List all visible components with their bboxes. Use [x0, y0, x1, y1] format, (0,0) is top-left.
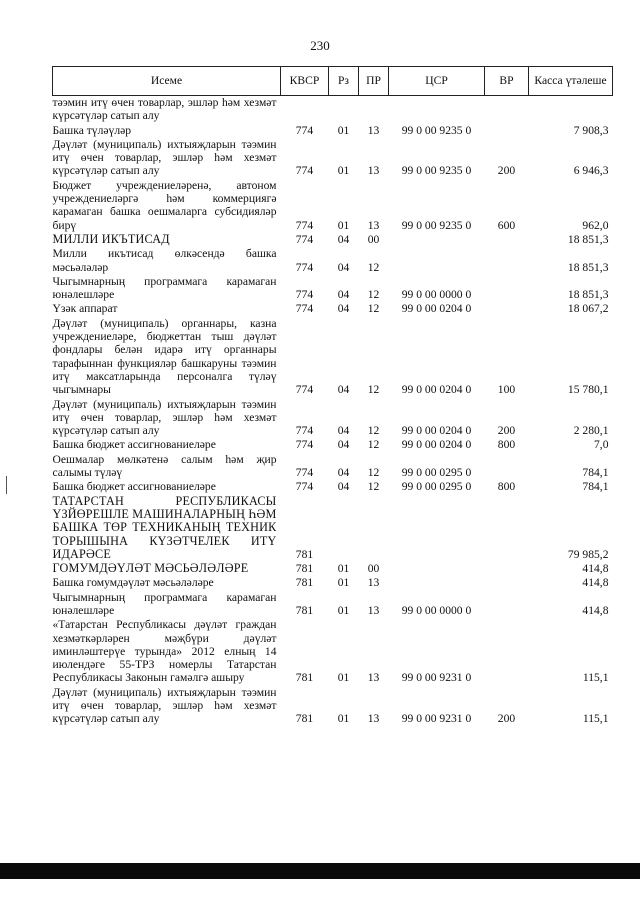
cell-amount: 414,8	[582, 576, 609, 590]
cell-vr	[485, 617, 529, 684]
cell-pr: 00	[367, 232, 380, 246]
cell-pr: 12	[367, 260, 380, 274]
table-row	[53, 397, 613, 438]
cell-vr	[485, 246, 529, 274]
cell-amount: 7,0	[594, 438, 609, 452]
table-row	[53, 123, 613, 137]
header-csr: ЦСР	[389, 67, 485, 96]
cell-kvsr: 781	[295, 562, 314, 576]
cell-pr: 12	[367, 480, 380, 494]
cell-amount: 962,0	[582, 218, 609, 232]
cell-kvsr: 781	[295, 547, 314, 561]
cell-name: Башка бюджет ассигнованиеләре	[52, 438, 216, 452]
cell-rz	[329, 494, 359, 561]
table-row	[53, 575, 613, 589]
cell-vr	[485, 452, 529, 480]
cell-amount: 18 851,3	[567, 260, 609, 274]
cell-csr: 99 0 00 0204 0	[401, 302, 472, 316]
cell-pr: 12	[367, 424, 380, 438]
cell-kvsr: 774	[295, 232, 314, 246]
header-vr: ВР	[485, 67, 529, 96]
cell-amount: 6 946,3	[573, 164, 609, 178]
cell-amount: 79 985,2	[567, 547, 609, 561]
header-rz: Рз	[329, 67, 359, 96]
cell-pr: 12	[367, 466, 380, 480]
cell-name: Башка бюджет ассигнованиеләре	[52, 480, 216, 494]
cell-name: Чыгымнарның программага карамаган юнәлешләре	[52, 274, 277, 302]
cell-vr	[485, 590, 529, 618]
cell-amount: 414,8	[582, 562, 609, 576]
cell-amount: 115,1	[582, 671, 609, 685]
cell-vr	[485, 561, 529, 575]
table-row	[53, 301, 613, 315]
cell-vr	[485, 301, 529, 315]
header-name: Исеме	[53, 67, 281, 96]
cell-name: ТАТАРСТАН РЕСПУБЛИКАСЫ ҮЗЙӨРЕШЛЕ МАШИНАЛАРНЫҢ ҺӘМ БАШКА ТӨР ТЕХНИКАНЫҢ ТЕХНИК ТОРЫШЫНА КҮЗӘТЧЕЛЕК ИТҮ ИДАРӘСЕ	[52, 493, 277, 561]
cell-rz: 01	[337, 712, 350, 726]
cell-vr: 600	[497, 218, 516, 232]
cell-amount: 414,8	[582, 603, 609, 617]
cell-pr: 12	[367, 383, 380, 397]
cell-vr: 200	[497, 424, 516, 438]
cell-amount: 18 851,3	[567, 288, 609, 302]
cell-kvsr: 774	[295, 218, 314, 232]
table-row	[53, 437, 613, 451]
cell-csr	[389, 232, 485, 246]
cell-vr: 200	[497, 712, 516, 726]
cell-csr	[389, 561, 485, 575]
table-row	[53, 494, 613, 561]
cell-csr: 99 0 00 0295 0	[401, 480, 472, 494]
cell-vr	[485, 123, 529, 137]
cell-pr	[359, 96, 389, 123]
cell-vr	[485, 575, 529, 589]
table-row	[53, 685, 613, 726]
cell-amount: 18 851,3	[567, 232, 609, 246]
table-row	[53, 617, 613, 684]
cell-rz: 04	[337, 260, 350, 274]
cell-csr	[389, 575, 485, 589]
cell-kvsr: 781	[295, 603, 314, 617]
cell-amount: 784,1	[582, 466, 609, 480]
budget-table	[52, 66, 613, 726]
cell-name: Милли икътисад өлкәсендә башка мәсьәләләр	[52, 247, 277, 274]
cell-vr	[485, 274, 529, 302]
header-kvsr: КВСР	[281, 67, 329, 96]
header-pr: ПР	[359, 67, 389, 96]
cell-name: «Татарстан Республикасы дәүләт граждан хезмәткәрләрен мәҗбүри дәүләт иминләштерүе турында» 2012 елның 14 июлендәге 55-ТРЗ номерлы Татарстан Республикасы Законын гамәлгә ашыру	[52, 618, 277, 685]
cell-csr: 99 0 00 0204 0	[401, 383, 472, 397]
cell-name: Дәүләт (муниципаль) ихтыяҗларын тәэмин итү өчен товарлар, эшләр һәм хезмәт күрсәтүләр сатып алу	[52, 137, 277, 178]
cell-amount: 18 067,2	[567, 302, 609, 316]
cell-name: Башка түләүләр	[52, 123, 132, 137]
cell-pr: 13	[367, 576, 380, 590]
cell-csr: 99 0 00 0204 0	[401, 438, 472, 452]
cell-csr: 99 0 00 9231 0	[401, 671, 472, 685]
cell-csr: 99 0 00 9231 0	[401, 712, 472, 726]
table-row	[53, 137, 613, 178]
cell-rz: 04	[337, 466, 350, 480]
cell-rz: 01	[337, 576, 350, 590]
table-row	[53, 561, 613, 575]
cell-name: МИЛЛИ ИКЪТИСАД	[52, 231, 170, 246]
cell-vr: 200	[497, 164, 516, 178]
cell-amount	[529, 96, 613, 123]
cell-amount: 15 780,1	[567, 383, 609, 397]
cell-rz: 01	[337, 671, 350, 685]
cell-vr: 100	[497, 383, 516, 397]
table-header	[53, 67, 613, 96]
cell-rz: 01	[337, 218, 350, 232]
cell-csr: 99 0 00 9235 0	[401, 218, 472, 232]
cell-kvsr: 774	[295, 438, 314, 452]
cell-csr: 99 0 00 0000 0	[401, 603, 472, 617]
cell-name: ГОМУМДӘҮЛӘТ МӘСЬӘЛӘЛӘРЕ	[52, 561, 249, 576]
cell-name: Чыгымнарның программага карамаган юнәлешләре	[52, 590, 277, 617]
cell-kvsr: 781	[295, 671, 314, 685]
cell-name: Үзәк аппарат	[52, 302, 118, 316]
cell-rz	[329, 96, 359, 123]
cell-vr	[485, 96, 529, 123]
cell-vr: 800	[497, 480, 516, 494]
cell-pr: 13	[367, 671, 380, 685]
cell-name: Бюджет учреждениеләренә, автоном учреждениеләргә һәм коммерциягә карамаган башка оешмаларга субсидияләр бирү	[52, 178, 277, 232]
margin-mark	[6, 476, 7, 494]
cell-name: Дәүләт (муниципаль) органнары, казна учреждениеләре, бюджеттан тыш дәүләт фондлары белән идарә итү органнары тарафыннан функцияләр башкаруны тәэмин итү максатларында персоналга түләү чыгымнары	[52, 316, 277, 397]
cell-amount: 784,1	[582, 480, 609, 494]
cell-amount: 2 280,1	[573, 424, 609, 438]
page-number: 230	[310, 38, 330, 53]
cell-rz: 04	[337, 383, 350, 397]
cell-rz: 01	[337, 603, 350, 617]
scan-bottom-bar	[0, 863, 640, 879]
cell-name: Дәүләт (муниципаль) ихтыяҗларын тәэмин итү өчен товарлар, эшләр һәм хезмәт күрсәтүләр сатып алу	[52, 397, 277, 438]
cell-kvsr: 774	[295, 164, 314, 178]
cell-amount: 115,1	[582, 712, 609, 726]
cell-kvsr: 774	[295, 260, 314, 274]
table-row	[53, 479, 613, 493]
cell-kvsr: 774	[295, 288, 314, 302]
cell-pr: 13	[367, 218, 380, 232]
cell-pr: 12	[367, 288, 380, 302]
cell-pr: 12	[367, 438, 380, 452]
cell-csr: 99 0 00 9235 0	[401, 164, 472, 178]
cell-csr: 99 0 00 0295 0	[401, 466, 472, 480]
cell-kvsr: 774	[295, 123, 314, 137]
cell-kvsr: 774	[295, 302, 314, 316]
cell-vr	[485, 232, 529, 246]
cell-kvsr: 781	[295, 576, 314, 590]
cell-name: Башка гомумдәүләт мәсьәләләре	[52, 576, 214, 590]
cell-rz: 04	[337, 288, 350, 302]
cell-rz: 04	[337, 232, 350, 246]
table-row	[53, 452, 613, 480]
cell-rz: 01	[337, 123, 350, 137]
table-row	[53, 316, 613, 397]
table-row	[53, 246, 613, 274]
cell-rz: 01	[337, 164, 350, 178]
cell-vr	[485, 494, 529, 561]
cell-rz: 04	[337, 424, 350, 438]
cell-pr: 13	[367, 164, 380, 178]
cell-kvsr: 774	[295, 383, 314, 397]
table-row	[53, 178, 613, 232]
cell-pr: 12	[367, 302, 380, 316]
table-row	[53, 96, 613, 123]
cell-name: тәэмин итү өчен товарлар, эшләр һәм хезмәт күрсәтүләр сатып алу	[52, 96, 277, 123]
cell-pr: 13	[367, 123, 380, 137]
header-amount: Касса үтәлеше	[529, 67, 613, 96]
cell-kvsr: 774	[295, 466, 314, 480]
cell-kvsr: 774	[295, 424, 314, 438]
cell-kvsr: 781	[295, 712, 314, 726]
cell-rz: 04	[337, 438, 350, 452]
cell-rz: 04	[337, 302, 350, 316]
cell-name: Дәүләт (муниципаль) ихтыяҗларын тәэмин итү өчен товарлар, эшләр һәм хезмәт күрсәтүләр сатып алу	[52, 685, 277, 726]
cell-vr: 800	[497, 438, 516, 452]
cell-csr: 99 0 00 0000 0	[401, 288, 472, 302]
cell-csr	[389, 246, 485, 274]
cell-rz: 01	[337, 562, 350, 576]
cell-csr: 99 0 00 9235 0	[401, 123, 472, 137]
cell-amount: 7 908,3	[573, 123, 609, 137]
cell-name: Оешмалар мөлкәтенә салым һәм җир салымы түләү	[52, 452, 277, 480]
table-body	[53, 96, 613, 726]
cell-csr: 99 0 00 0204 0	[401, 424, 472, 438]
cell-kvsr	[281, 96, 329, 123]
cell-csr	[389, 96, 485, 123]
cell-csr	[389, 494, 485, 561]
table-row	[53, 232, 613, 246]
cell-rz: 04	[337, 480, 350, 494]
cell-pr	[359, 494, 389, 561]
cell-pr: 13	[367, 603, 380, 617]
cell-pr: 13	[367, 712, 380, 726]
cell-pr: 00	[367, 562, 380, 576]
table-row	[53, 274, 613, 302]
table-row	[53, 590, 613, 618]
cell-kvsr: 774	[295, 480, 314, 494]
